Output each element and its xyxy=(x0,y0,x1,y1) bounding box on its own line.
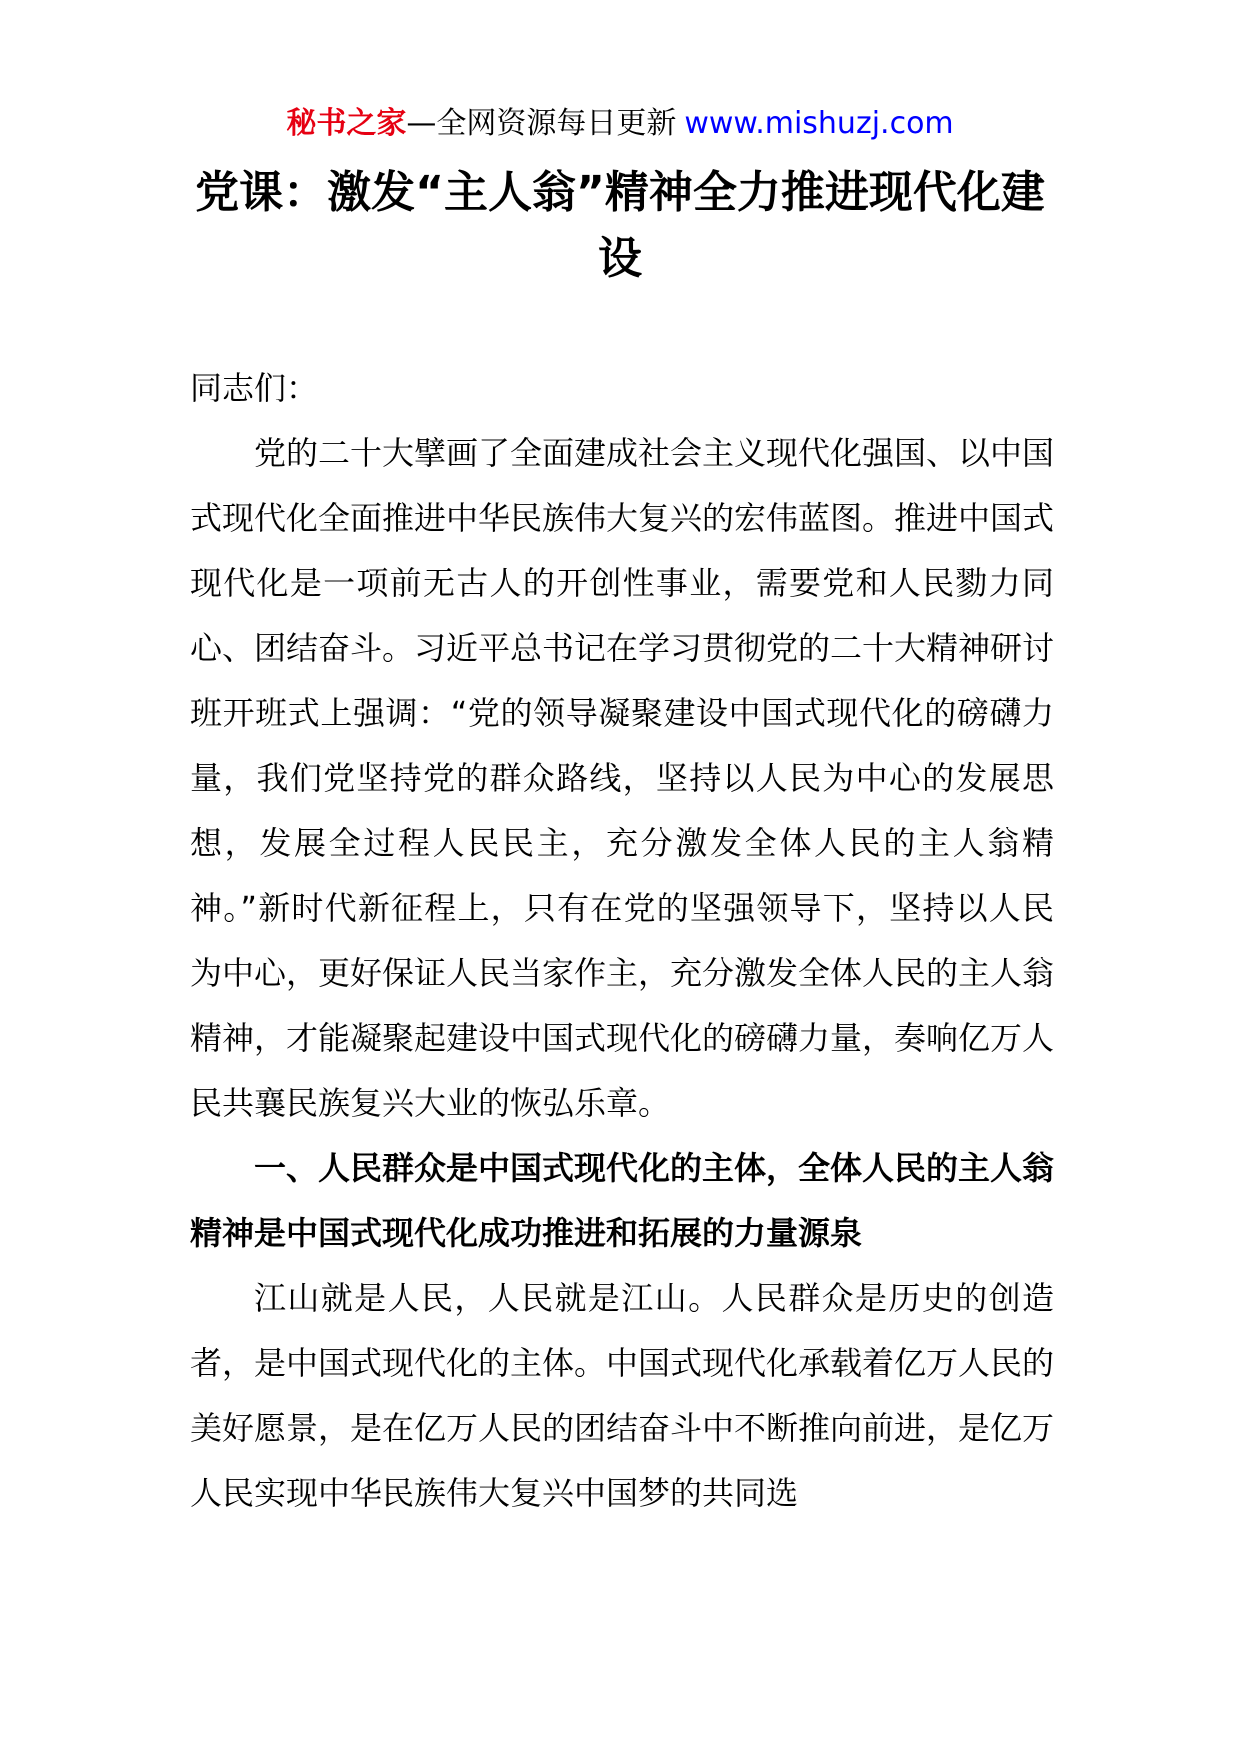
section-heading: 一、人民群众是中国式现代化的主体，全体人民的主人翁精神是中国式现代化成功推进和拓展的力量源泉 xyxy=(190,1149,1055,1252)
document-title: 党课：激发“主人翁”精神全力推进现代化建设 xyxy=(195,167,1045,284)
site-url-link[interactable]: www.mishuzj.com xyxy=(684,106,954,141)
salutation: 同志们： xyxy=(190,369,319,407)
site-banner xyxy=(0,100,1240,148)
intro-paragraph: 党的二十大擘画了全面建成社会主义现代化强国、以中国式现代化全面推进中华民族伟大复兴的宏伟蓝图。推进中国式现代化是一项前无古人的开创性事业，需要党和人民勠力同心、团结奋斗。习近平总书记在学习贯彻党的二十大精神研讨班开班式上强调：“党的领导凝聚建设中国式现代化的磅礴力量，我们党坚持党的群众路线，坚持以人民为中心的发展思想，发展全过程人民民主，充分激发全体人民的主人翁精神。”新时代新征程上，只有在党的坚强领导下，坚持以人民为中心，更好保证人民当家作主，充分激发全体人民的主人翁精神，才能凝聚起建设中国式现代化的磅礴力量，奏响亿万人民共襄民族复兴大业的恢弘乐章。 xyxy=(190,434,1055,1122)
banner-slogan: —全网资源每日更新 xyxy=(406,106,677,141)
brand-name: 秘书之家 xyxy=(286,106,407,141)
section-paragraph: 江山就是人民，人民就是江山。人民群众是历史的创造者，是中国式现代化的主体。中国式现代化承载着亿万人民的美好愿景，是在亿万人民的团结奋斗中不断推向前进，是亿万人民实现中华民族伟大复兴中国梦的共同选 xyxy=(190,1279,1055,1512)
document-body xyxy=(190,356,1054,1526)
